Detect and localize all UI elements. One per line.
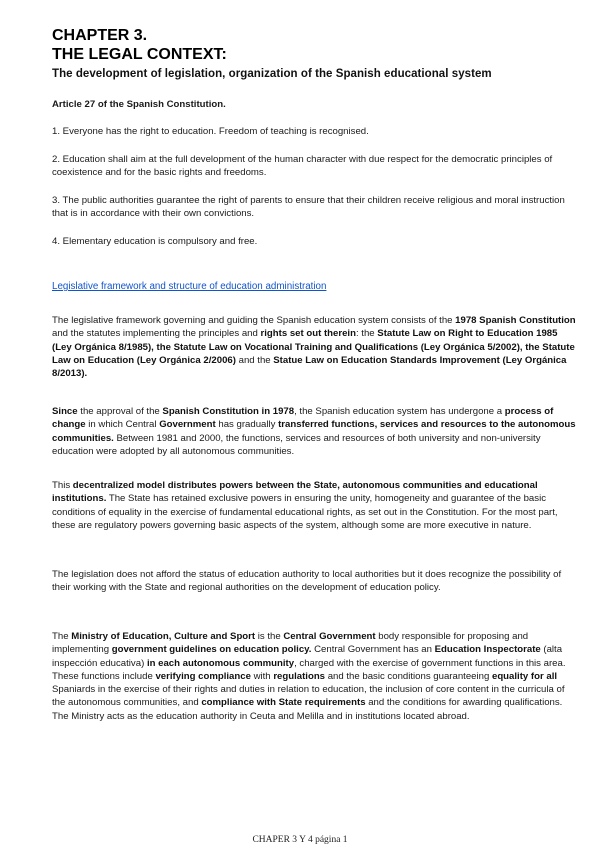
bold-text: transferred functions, services and resources to the autonomous communities. (52, 419, 576, 444)
bold-text: Statue Law on Education Standards Improvement (Ley Orgánica 8/2013). (52, 354, 567, 380)
paragraph-ministry (52, 630, 576, 723)
text-run: the approval of the (77, 406, 163, 417)
chapter-subtitle: The development of legislation, organization of the Spanish educational system (52, 68, 492, 80)
text-run: in which Central (85, 419, 160, 431)
paragraph-decentralized-model (52, 479, 576, 532)
article-item: 1. Everyone has the right to education. Freedom of teaching is recognised. (52, 126, 369, 137)
text-run: , charged with the exercise of government functions in this area. These functions include (52, 657, 566, 682)
bold-text: compliance with State requirements (201, 697, 366, 709)
text-run: The State has retained exclusive powers in ensuring the unity, homogeneity and guarantee of the basic conditions of equality in the exercise of fundamental educational rights, as set out in the Constitution. For the most part, these are regulatory powers governing basic aspects of the system, although some are more executive in nature. (52, 493, 558, 531)
paragraph-local-authorities (52, 568, 576, 595)
bold-text: verifying compliance (155, 670, 251, 682)
text-run: Central Government has an (311, 644, 435, 656)
bold-text: rights set out therein (260, 328, 356, 340)
paragraph-legislative-framework (52, 314, 576, 380)
bold-text: Government (159, 419, 216, 431)
bold-text: Spanish Constitution in 1978 (162, 406, 295, 417)
bold-text: Education Inspectorate (434, 644, 541, 656)
text-run: is the (255, 631, 284, 642)
bold-text: in each autonomous community (146, 657, 295, 669)
bold-text: equality for all (491, 670, 558, 682)
text-run: Spaniards in the exercise of their rights and duties in relation to education, the inclusion of core content in the curricula of the autonomous communities, and (52, 684, 565, 709)
bold-text: Statute Law on Right to Education 1985 (Ley Orgánica 8/1985), the Statute Law on Vocational Training and Qualifications (Ley Orgánica 5/2002), the Statute Law on Education (Ley Orgánica 2/2006) (52, 328, 575, 366)
bold-text: decentralized model distributes powers between the State, autonomous communities and educational institutions. (52, 480, 538, 505)
article-item: 2. Education shall aim at the full development of the human character with due respect for the democratic principles of coexistence and for the basic rights and freedoms. (52, 154, 553, 179)
legislative-framework-link[interactable]: Legislative framework and structure of education administration (52, 281, 327, 292)
paragraph-since-constitution (52, 405, 576, 458)
article-item: 3. The public authorities guarantee the right of parents to ensure that their children receive religious and moral instruction that is in accordance with their own convictions. (52, 195, 565, 220)
text-run: , the Spanish education system has undergone a (294, 406, 505, 417)
article-title: Article 27 of the Spanish Constitution. (52, 99, 226, 110)
text-run: (alta inspección educativa) (52, 644, 563, 669)
article-item: 4. Elementary education is compulsory and free. (52, 236, 258, 247)
bold-text: Since (52, 406, 78, 417)
page-footer: CHAPER 3 Y 4 página 1 (252, 835, 348, 845)
bold-text: Central Government (283, 631, 376, 642)
text-run: and the (235, 354, 274, 366)
text-run: Between 1981 and 2000, the functions, services and resources of both university and non-university education were adopted by all autonomous communities. (52, 432, 541, 457)
chapter-number: CHAPTER 3. (52, 27, 148, 44)
bold-text: regulations (273, 670, 326, 682)
bold-text: Ministry of Education, Culture and Sport (71, 631, 256, 642)
text-run: This (52, 480, 73, 491)
text-run: with (250, 670, 274, 682)
text-run: The legislation does not afford the status of education authority to local authorities but it does recognize the possibility of their working with the State and regional authorities on the development of education policy. (52, 569, 562, 594)
text-run: and the statutes implementing the principles and (52, 328, 261, 340)
bold-text: process of change (52, 406, 554, 431)
bold-text: government guidelines on education policy. (111, 644, 312, 656)
bold-text: 1978 Spanish Constitution (455, 315, 576, 326)
text-run: : the (355, 328, 378, 340)
text-run: and the conditions for awarding qualifications. The Ministry acts as the education authority in Ceuta and Melilla and in institutions located abroad. (52, 697, 563, 722)
text-run: The (52, 631, 72, 642)
chapter-title: THE LEGAL CONTEXT: (52, 46, 227, 63)
text-run: body responsible for proposing and implementing (52, 631, 529, 656)
text-run: has gradually (215, 419, 279, 431)
text-run: The legislative framework governing and guiding the Spanish education system consists of the (52, 315, 456, 326)
text-run: and the basic conditions guaranteeing (325, 670, 492, 682)
